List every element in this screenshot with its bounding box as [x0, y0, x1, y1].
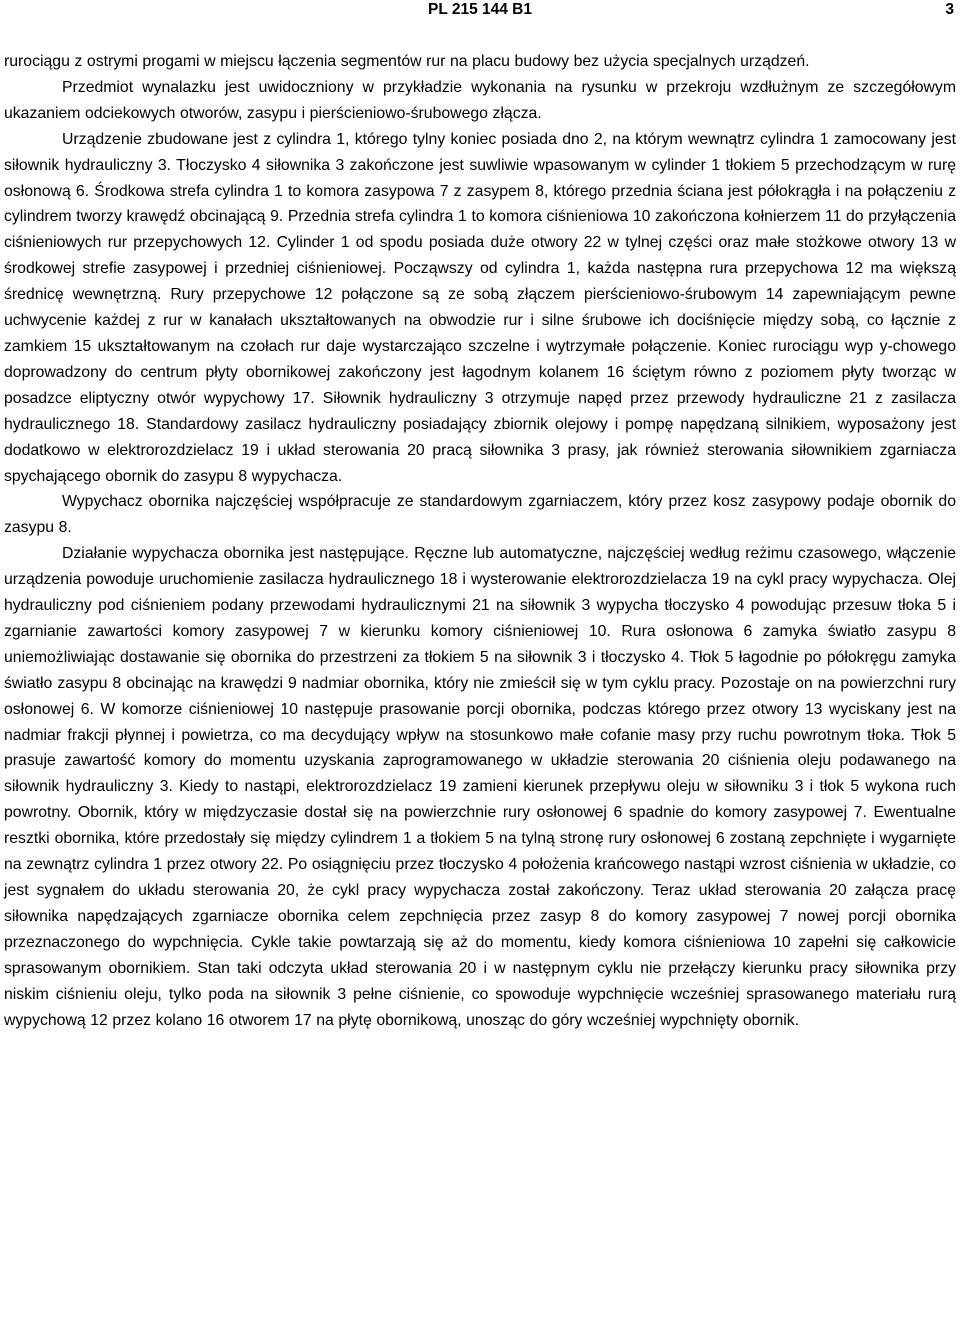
patent-number: PL 215 144 B1: [428, 1, 532, 18]
document-body: [4, 49, 956, 1033]
paragraph-1: rurociągu z ostrymi progami w miejscu łączenia segmentów rur na placu budowy bez użycia specjalnych urządzeń.: [4, 53, 810, 70]
paragraph-5: Działanie wypychacza obornika jest następujące. Ręczne lub automatyczne, najczęściej według reżimu czasowego, włączenie urządzenia powoduje uruchomienie zasilacza hydraulicznego 18 i wysterowanie elektrorozdzielacza 19 na cykl pracy wypychacza. Olej hydrauliczny pod ciśnieniem podany przewodami hydraulicznymi 21 na siłownik 3 wypycha tłoczysko 4 powodując przesuw tłoka 5 i zgarnianie zawartości komory zasypowej 7 w kierunku komory ciśnieniowej 10. Rura osłonowa 6 zamyka światło zasypu 8 uniemożliwiając dostawanie się obornika do przestrzeni za tłokiem 5 na siłownik 3 i tłoczysko 4. Tłok 5 łagodnie po półokręgu zamyka światło zasypu 8 obcinając na krawędzi 9 nadmiar obornika, który nie zmieścił się w tym cyklu pracy. Pozostaje on na powierzchni rury osłonowej 6. W komorze ciśnieniowej 10 następuje prasowanie porcji obornika, podczas którego przez otwory 13 wyciskany jest na nadmiar frakcji płynnej i powietrza, co ma decydujący wpływ na stosunkowo małe cofanie masy przy ruchu powrotnym tłoka. Tłok 5 prasuje zawartość komory do momentu uzyskania zaprogramowanego w układzie sterowania 20 ciśnienia oleju podawanego na siłownik hydrauliczny 3. Kiedy to nastąpi, elektrorozdzielacz 19 zamieni kierunek przepływu oleju w siłowniku 3 i tłok 5 wykona ruch powrotny. Obornik, który w międzyczasie dostał się na powierzchnie rury osłonowej 6 spadnie do komory zasypowej 7. Ewentualne resztki obornika, które przedostały się między cylindrem 1 a tłokiem 5 na tylną stronę rury osłonowej 6 zostaną zepchnięte i wygarnięte na zewnątrz cylindra 1 przez otwory 22. Po osiągnięciu przez tłoczysko 4 położenia krańcowego nastąpi wzrost ciśnienia w układzie, co jest sygnałem do układu sterowania 20, że cykl pracy wypychacza został zakończony. Teraz układ sterowania 20 załącza pracę siłownika napędzających zgarniacze obornika celem zepchnięcia przez zasyp 8 do komory zasypowej 7 nowej porcji obornika przeznaczonego do wypchnięcia. Cykle takie powtarzają się aż do momentu, kiedy komora ciśnieniowa 10 zapełni się całkowicie sprasowanym obornikiem. Stan taki odczyta układ sterowania 20 i w następnym cyklu nie przełączy kierunku pracy siłownika przy niskim ciśnieniu oleju, tylko poda na siłownik 3 pełne ciśnienie, co spowoduje wypchnięcie wcześniej sprasowanego materiału rurą wypychową 12 przez kolano 16 otworem 17 na płytę obornikową, unosząc do góry wcześniej wypchnięty obornik.: [4, 545, 956, 1029]
paragraph-2: Przedmiot wynalazku jest uwidoczniony w przykładzie wykonania na rysunku w przekroju wzdłużnym ze szczegółowym ukazaniem odciekowych otworów, zasypu i pierścieniowo-śrubowego złącza.: [4, 78, 956, 122]
paragraph-4: Wypychacz obornika najczęściej współpracuje ze standardowym zgarniaczem, który przez kosz zasypowy podaje obornik do zasypu 8.: [4, 493, 956, 537]
paragraph-3: Urządzenie zbudowane jest z cylindra 1, którego tylny koniec posiada dno 2, na którym wewnątrz cylindra 1 zamocowany jest siłownik hydrauliczny 3. Tłoczysko 4 siłownika 3 zakończone jest suwliwie wpasowanym w cylinder 1 tłokiem 5 przechodzącym w rurę osłonową 6. Środkowa strefa cylindra 1 to komora zasypowa 7 z zasypem 8, którego przednia ściana jest półokrągła i na połączeniu z cylindrem tworzy krawędź obcinającą 9. Przednia strefa cylindra 1 to komora ciśnieniowa 10 zakończona kołnierzem 11 do przyłączenia ciśnieniowych rur przepychowych 12. Cylinder 1 od spodu posiada duże otwory 22 w tylnej części oraz małe stożkowe otwory 13 w środkowej strefie zasypowej i przedniej ciśnieniowej. Począwszy od cylindra 1, każda następna rura przepychowa 12 ma większą średnicę wewnętrzną. Rury przepychowe 12 połączone są ze sobą złączem pierścieniowo-śrubowym 14 zapewniającym pewne uchwycenie każdej z rur w kanałach ukształtowanych na obwodzie rur i silne śrubowe ich dociśnięcie między sobą, co łącznie z zamkiem 15 ukształtowanym na czołach rur daje wystarczająco szczelne i wytrzymałe połączenie. Koniec rurociągu wyp y-chowego doprowadzony do centrum płyty obornikowej zakończony jest łagodnym kolanem 16 ściętym równo z poziomem płyty tworząc w posadzce eliptyczny otwór wypychowy 17. Siłownik hydrauliczny 3 otrzymuje napęd przez przewody hydrauliczne 21 z zasilacza hydraulicznego 18. Standardowy zasilacz hydrauliczny posiadający zbiornik olejowy i pompę napędzaną silnikiem, wyposażony jest dodatkowo w elektrorozdzielacz 19 i układ sterowania 20 pracą siłownika 3 prasy, jak również sterowania siłownikiem zgarniacza spychającego obornik do zasypu 8 wypychacza.: [4, 130, 956, 485]
page-header: [0, 0, 960, 22]
page-number: 3: [945, 1, 954, 18]
